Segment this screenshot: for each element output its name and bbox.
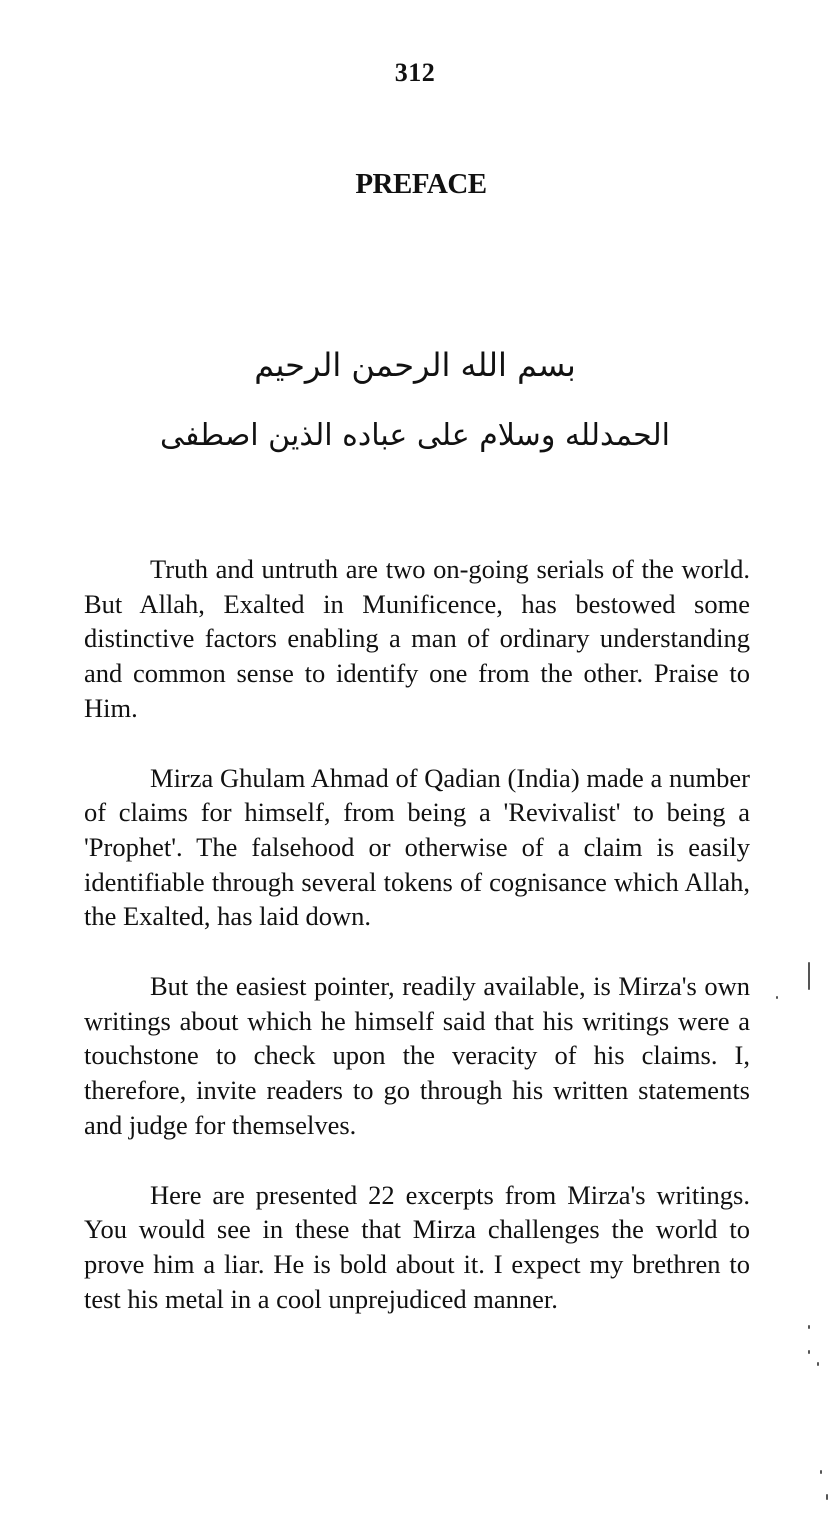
page-number: 312 xyxy=(394,58,436,87)
scan-speck xyxy=(826,1494,828,1500)
scan-speck xyxy=(808,1350,810,1354)
scan-speck xyxy=(776,996,778,999)
scan-speck xyxy=(817,1362,819,1366)
paragraph-truth-untruth: Truth and untruth are two on-going serials of the world. But Allah, Exalted in Munificence, has bestowed some distinctive factors enabling a man of ordinary understanding and common sense to identify one from the other. Praise to Him. xyxy=(84,554,750,723)
paragraph-easiest-pointer: But the easiest pointer, readily available, is Mirza's own writings about which he himself said that his writings were a touchstone to check upon the veracity of his claims. I, therefore, invite readers to go through his written statements and judge for themselves. xyxy=(84,971,750,1140)
preface-body xyxy=(84,552,750,1351)
scan-speck xyxy=(808,1325,810,1329)
page-title: PREFACE xyxy=(355,168,487,200)
scan-speck xyxy=(808,962,810,990)
bismillah-invocation: بسم الله الرحمن الرحيم xyxy=(254,346,576,384)
paragraph-mirza-claims: Mirza Ghulam Ahmad of Qadian (India) made a number of claims for himself, from being a 'Revivalist' to being a 'Prophet'. The falsehood or otherwise of a claim is easily identifiable through several tokens of cognisance which Allah, the Exalted, has laid down. xyxy=(84,762,750,932)
paragraph-excerpts: Here are presented 22 excerpts from Mirza's writings. You would see in these that Mirza challenges the world to prove him a liar. He is bold about it. I expect my brethren to test his metal in a cool unprejudiced manner. xyxy=(84,1179,750,1314)
scan-speck xyxy=(820,1470,822,1474)
hamd-invocation: الحمدلله وسلام على عباده الذين اصطفى xyxy=(160,418,670,453)
